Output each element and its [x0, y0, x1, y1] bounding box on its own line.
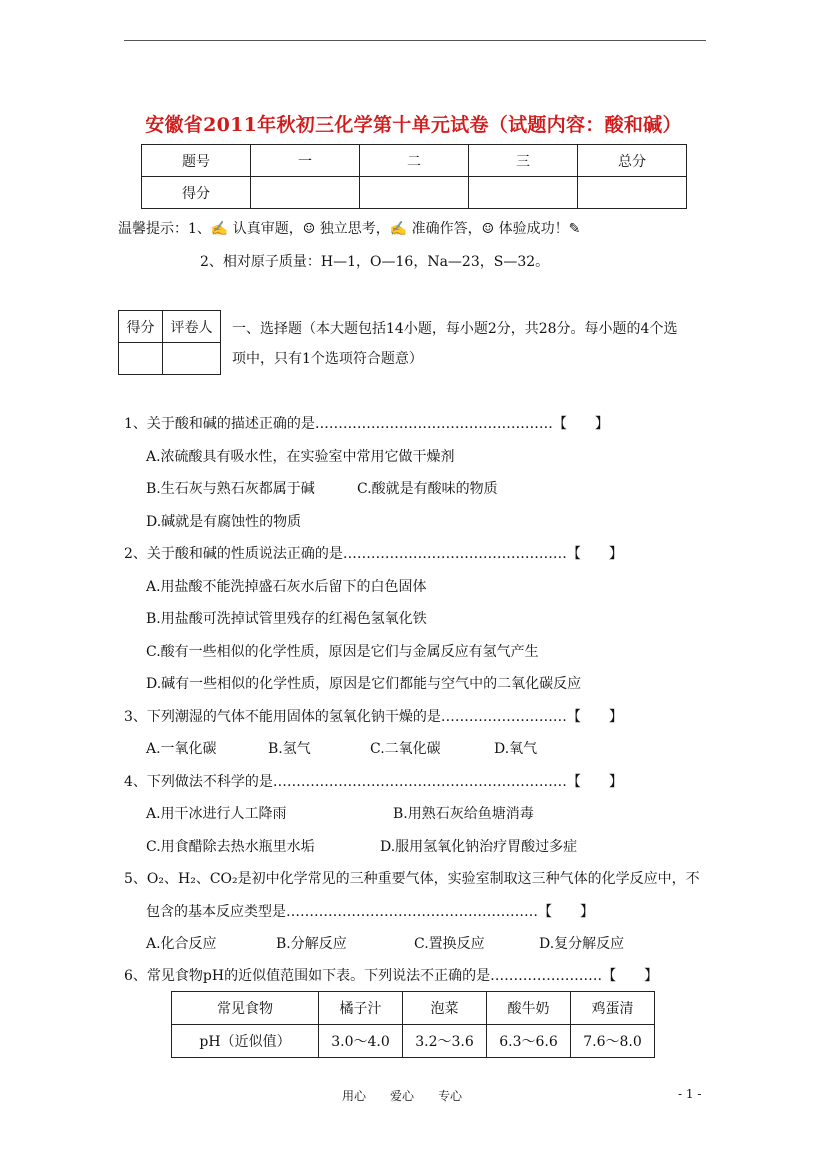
ph-table — [171, 991, 655, 1058]
ph-value-cell: 3.0～4.0 — [319, 1025, 403, 1058]
ph-value-cell: 6.3～6.6 — [487, 1025, 571, 1058]
option: B.用盐酸可洗掉试管里残存的红褐色氢氧化铁 — [146, 611, 427, 627]
score-table — [141, 144, 687, 209]
option: C.置换反应 — [414, 936, 485, 952]
option: D.服用氢氧化钠治疗胃酸过多症 — [380, 839, 578, 855]
option: B.用熟石灰给鱼塘消毒 — [393, 806, 534, 822]
section-heading-cont: 项中，只有1个选项符合题意） — [232, 351, 423, 367]
grader-table — [118, 310, 221, 375]
question-stem: 4、下列做法不科学的是………………………………………………………【 】 — [124, 774, 623, 790]
grader-cell — [119, 343, 163, 375]
score-cell — [469, 177, 578, 209]
option: D.碱就是有腐蚀性的物质 — [146, 514, 302, 530]
score-cell — [578, 177, 687, 209]
question-stem: 5、O₂、H₂、CO₂是初中化学常见的三种重要气体，实验室制取这三种气体的化学反应中，不 — [124, 871, 700, 887]
question-stem: 3、下列潮湿的气体不能用固体的氢氧化钠干燥的是………………………【 】 — [124, 709, 623, 725]
score-cell — [251, 177, 360, 209]
page-title: 安徽省2011年秋初三化学第十单元试卷（试题内容：酸和碱） — [145, 114, 682, 136]
option: A.用盐酸不能洗掉盛石灰水后留下的白色固体 — [146, 579, 427, 595]
option: B.氢气 — [268, 741, 311, 757]
option: A.浓硫酸具有吸水性，在实验室中常用它做干燥剂 — [146, 449, 455, 465]
score-row-label: 得分 — [142, 177, 251, 209]
option: C.酸就是有酸味的物质 — [357, 481, 498, 497]
ph-header-cell: 橘子汁 — [319, 992, 403, 1025]
option: D.复分解反应 — [539, 936, 625, 952]
option: A.一氧化碳 — [146, 741, 217, 757]
question-stem: 2、关于酸和碱的性质说法正确的是…………………………………………【 】 — [124, 546, 623, 562]
ph-value-cell: 7.6～8.0 — [571, 1025, 655, 1058]
footer-motto: 用心 爱心 专心 — [342, 1089, 463, 1103]
page-number: - 1 - — [678, 1087, 702, 1101]
grader-score-label: 得分 — [119, 311, 163, 343]
option: D.碱有一些相似的化学性质，原因是它们都能与空气中的二氧化碳反应 — [146, 676, 582, 692]
score-header-cell: 二 — [360, 145, 469, 177]
score-header-cell: 三 — [469, 145, 578, 177]
option: D.氧气 — [494, 741, 538, 757]
grader-name-label: 评卷人 — [163, 311, 221, 343]
ph-row-label: pH（近似值） — [172, 1025, 319, 1058]
section-heading: 一、选择题（本大题包括14小题，每小题2分，共28分。每小题的4个选 — [232, 321, 678, 337]
ph-value-cell: 3.2～3.6 — [403, 1025, 487, 1058]
option: B.生石灰与熟石灰都属于碱 — [146, 481, 315, 497]
question-stem: 6、常见食物pH的近似值范围如下表。下列说法不正确的是……………………【 】 — [124, 968, 659, 984]
score-header-cell: 总分 — [578, 145, 687, 177]
option: C.二氧化碳 — [370, 741, 441, 757]
grader-cell — [163, 343, 221, 375]
ph-header-cell: 鸡蛋清 — [571, 992, 655, 1025]
option: C.用食醋除去热水瓶里水垢 — [146, 839, 315, 855]
tip-line-1: 温馨提示：1、✍ 认真审题，☺ 独立思考，✍ 准确作答，☺ 体验成功！✎ — [118, 221, 581, 237]
tip-line-2: 2、相对原子质量：H—1，O—16，Na—23，S—32。 — [200, 254, 550, 270]
score-cell — [360, 177, 469, 209]
ph-header-cell: 泡菜 — [403, 992, 487, 1025]
question-stem: 1、关于酸和碱的描述正确的是……………………………………………【 】 — [124, 416, 609, 432]
option: C.酸有一些相似的化学性质，原因是它们与金属反应有氢气产生 — [146, 644, 539, 660]
score-header-cell: 题号 — [142, 145, 251, 177]
ph-header-cell: 酸牛奶 — [487, 992, 571, 1025]
option: A.用干冰进行人工降雨 — [146, 806, 287, 822]
question-stem-cont: 包含的基本反应类型是………………………………………………【 】 — [146, 904, 594, 920]
score-header-cell: 一 — [251, 145, 360, 177]
option: A.化合反应 — [146, 936, 217, 952]
ph-header-cell: 常见食物 — [172, 992, 319, 1025]
header-rule — [124, 40, 706, 41]
option: B.分解反应 — [276, 936, 347, 952]
